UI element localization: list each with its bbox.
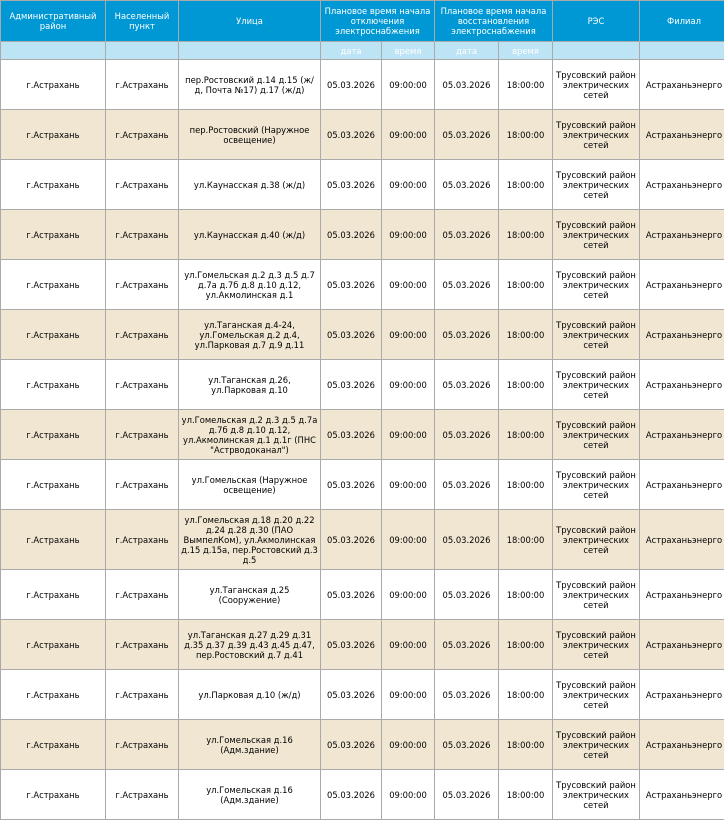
street-cell: ул.Таганская д.25 (Сооружение): [179, 570, 321, 620]
on-time-cell: 18:00:00: [499, 620, 553, 670]
street-cell: ул.Таганская д.4-24, ул.Гомельская д.2 д.4, ул.Парковая д.7 д.9 д.11: [179, 310, 321, 360]
on-time-cell: 18:00:00: [499, 110, 553, 160]
on-date-cell: 05.03.2026: [435, 60, 499, 110]
table-row: [1, 460, 724, 510]
res-cell: Трусовский район электрических сетей: [553, 460, 640, 510]
off-date-cell: 05.03.2026: [321, 110, 382, 160]
off-time-cell: 09:00:00: [382, 110, 435, 160]
off-date-cell: 05.03.2026: [321, 570, 382, 620]
off-time-cell: 09:00:00: [382, 360, 435, 410]
settlement-cell: г.Астрахань: [106, 460, 179, 510]
settlement-cell: г.Астрахань: [106, 160, 179, 210]
street-header: Улица: [179, 1, 321, 42]
off-date-cell: 05.03.2026: [321, 620, 382, 670]
off-time-cell: 09:00:00: [382, 510, 435, 570]
on-time-cell: 18:00:00: [499, 360, 553, 410]
district-cell: г.Астрахань: [1, 60, 106, 110]
res-cell: Трусовский район электрических сетей: [553, 310, 640, 360]
off-time-cell: 09:00:00: [382, 720, 435, 770]
on-date-cell: 05.03.2026: [435, 410, 499, 460]
table-row: [1, 510, 724, 570]
res-cell: Трусовский район электрических сетей: [553, 360, 640, 410]
table-row: [1, 260, 724, 310]
off-time-cell: 09:00:00: [382, 570, 435, 620]
res-cell: Трусовский район электрических сетей: [553, 410, 640, 460]
settlement-header: Населенный пункт: [106, 1, 179, 42]
district-cell: г.Астрахань: [1, 670, 106, 720]
table-body: [1, 60, 724, 820]
street-cell: ул.Гомельская д.18 д.20 д.22 д.24 д.28 д.30 (ПАО ВымпелКом), ул.Акмолинская д.15 д.15а, пер.Ростовский д.3 д.5: [179, 510, 321, 570]
res-cell: Трусовский район электрических сетей: [553, 510, 640, 570]
res-cell: Трусовский район электрических сетей: [553, 620, 640, 670]
table-row: [1, 720, 724, 770]
street-cell: ул.Гомельская д.16 (Адм.здание): [179, 770, 321, 820]
branch-cell: Астраханьэнерго: [640, 720, 724, 770]
branch-cell: Астраханьэнерго: [640, 410, 724, 460]
settlement-cell: г.Астрахань: [106, 510, 179, 570]
street-cell: пер.Ростовский (Наружное освещение): [179, 110, 321, 160]
branch-cell: Астраханьэнерго: [640, 360, 724, 410]
on-date-cell: 05.03.2026: [435, 460, 499, 510]
res-cell: Трусовский район электрических сетей: [553, 260, 640, 310]
on-time-cell: 18:00:00: [499, 460, 553, 510]
settlement-cell: г.Астрахань: [106, 570, 179, 620]
settlement-cell: г.Астрахань: [106, 110, 179, 160]
district-cell: г.Астрахань: [1, 160, 106, 210]
branch-cell: Астраханьэнерго: [640, 110, 724, 160]
table-row: [1, 770, 724, 820]
off-time-cell: 09:00:00: [382, 260, 435, 310]
on-date-cell: 05.03.2026: [435, 360, 499, 410]
settlement-cell: г.Астрахань: [106, 310, 179, 360]
on-time-cell: 18:00:00: [499, 670, 553, 720]
street-cell: ул.Каунасская д.38 (ж/д): [179, 160, 321, 210]
off-time-cell: 09:00:00: [382, 410, 435, 460]
off-date-cell: 05.03.2026: [321, 60, 382, 110]
table-row: [1, 160, 724, 210]
off-date-cell: 05.03.2026: [321, 160, 382, 210]
settlement-cell: г.Астрахань: [106, 260, 179, 310]
on-date-cell: 05.03.2026: [435, 570, 499, 620]
on-time-cell: 18:00:00: [499, 410, 553, 460]
branch-cell: Астраханьэнерго: [640, 460, 724, 510]
off-date-cell: 05.03.2026: [321, 360, 382, 410]
off-date-cell: 05.03.2026: [321, 670, 382, 720]
on-time-cell: 18:00:00: [499, 510, 553, 570]
district-cell: г.Астрахань: [1, 260, 106, 310]
branch-cell: Астраханьэнерго: [640, 670, 724, 720]
district-cell: г.Астрахань: [1, 770, 106, 820]
on-time-cell: 18:00:00: [499, 720, 553, 770]
table-row: [1, 60, 724, 110]
district-cell: г.Астрахань: [1, 510, 106, 570]
district-cell: г.Астрахань: [1, 570, 106, 620]
off-date-cell: 05.03.2026: [321, 510, 382, 570]
settlement-cell: г.Астрахань: [106, 360, 179, 410]
header-row: [1, 1, 724, 42]
res-cell: Трусовский район электрических сетей: [553, 210, 640, 260]
branch-cell: Астраханьэнерго: [640, 310, 724, 360]
off-date-cell: 05.03.2026: [321, 310, 382, 360]
on-time-cell: 18:00:00: [499, 60, 553, 110]
district-cell: г.Астрахань: [1, 620, 106, 670]
table-row: [1, 620, 724, 670]
branch-cell: Астраханьэнерго: [640, 620, 724, 670]
branch-cell: Астраханьэнерго: [640, 570, 724, 620]
branch-cell: Астраханьэнерго: [640, 510, 724, 570]
on-date-cell: 05.03.2026: [435, 770, 499, 820]
settlement-cell: г.Астрахань: [106, 670, 179, 720]
street-cell: ул.Таганская д.27 д.29 д.31 д.35 д.37 д.39 д.43 д.45 д.47, пер.Ростовский д.7 д.41: [179, 620, 321, 670]
street-cell: ул.Каунасская д.40 (ж/д): [179, 210, 321, 260]
off-date-cell: 05.03.2026: [321, 770, 382, 820]
branch-cell: Астраханьэнерго: [640, 210, 724, 260]
settlement-cell: г.Астрахань: [106, 620, 179, 670]
settlement-cell: г.Астрахань: [106, 720, 179, 770]
off-time-cell: 09:00:00: [382, 60, 435, 110]
off-date-cell: 05.03.2026: [321, 460, 382, 510]
on-time-cell: 18:00:00: [499, 570, 553, 620]
on-time-cell: 18:00:00: [499, 160, 553, 210]
off-date-cell: 05.03.2026: [321, 260, 382, 310]
branch-cell: Астраханьэнерго: [640, 160, 724, 210]
table-row: [1, 310, 724, 360]
district-cell: г.Астрахань: [1, 110, 106, 160]
street-cell: пер.Ростовский д.14 д.15 (ж/д, Почта №17) д.17 (ж/д): [179, 60, 321, 110]
street-cell: ул.Гомельская д.16 (Адм.здание): [179, 720, 321, 770]
off-date-cell: 05.03.2026: [321, 210, 382, 260]
off-time-cell: 09:00:00: [382, 620, 435, 670]
off-time-cell: 09:00:00: [382, 460, 435, 510]
district-cell: г.Астрахань: [1, 310, 106, 360]
res-cell: Трусовский район электрических сетей: [553, 60, 640, 110]
street-cell: ул.Гомельская д.2 д.3 д.5 д.7 д.7а д.7б д.8 д.10 д.12, ул.Акмолинская д.1: [179, 260, 321, 310]
subheader-row: [1, 42, 724, 60]
on-date-cell: 05.03.2026: [435, 510, 499, 570]
off-time-cell: 09:00:00: [382, 210, 435, 260]
table-row: [1, 210, 724, 260]
res-cell: Трусовский район электрических сетей: [553, 770, 640, 820]
off-time-cell: 09:00:00: [382, 310, 435, 360]
on-date-cell: 05.03.2026: [435, 160, 499, 210]
district-cell: г.Астрахань: [1, 460, 106, 510]
table-row: [1, 110, 724, 160]
res-header: РЭС: [553, 1, 640, 42]
off-date-subheader: дата: [321, 42, 382, 60]
on-date-cell: 05.03.2026: [435, 260, 499, 310]
district-cell: г.Астрахань: [1, 410, 106, 460]
table-row: [1, 360, 724, 410]
on-time-subheader: время: [499, 42, 553, 60]
branch-cell: Астраханьэнерго: [640, 60, 724, 110]
table-row: [1, 410, 724, 460]
on-date-subheader: дата: [435, 42, 499, 60]
off-date-cell: 05.03.2026: [321, 410, 382, 460]
settlement-cell: г.Астрахань: [106, 210, 179, 260]
branch-cell: Астраханьэнерго: [640, 260, 724, 310]
on-date-cell: 05.03.2026: [435, 620, 499, 670]
district-cell: г.Астрахань: [1, 360, 106, 410]
street-cell: ул.Гомельская (Наружное освещение): [179, 460, 321, 510]
district-cell: г.Астрахань: [1, 210, 106, 260]
table-row: [1, 570, 724, 620]
settlement-cell: г.Астрахань: [106, 410, 179, 460]
res-cell: Трусовский район электрических сетей: [553, 160, 640, 210]
off-time-cell: 09:00:00: [382, 160, 435, 210]
on-time-cell: 18:00:00: [499, 770, 553, 820]
street-cell: ул.Таганская д.26, ул.Парковая д.10: [179, 360, 321, 410]
branch-cell: Астраханьэнерго: [640, 770, 724, 820]
on-time-cell: 18:00:00: [499, 210, 553, 260]
res-cell: Трусовский район электрических сетей: [553, 720, 640, 770]
settlement-cell: г.Астрахань: [106, 60, 179, 110]
on-date-cell: 05.03.2026: [435, 720, 499, 770]
off-time-subheader: время: [382, 42, 435, 60]
on-time-cell: 18:00:00: [499, 260, 553, 310]
off-time-cell: 09:00:00: [382, 770, 435, 820]
branch-header: Филиал: [640, 1, 724, 42]
street-cell: ул.Гомельская д.2 д.3 д.5 д.7а д.7б д.8 д.10 д.12, ул.Акмолинская д.1 д.1г (ПНС "Астрводоканал"): [179, 410, 321, 460]
off-time-header: Плановое время начала отключения электроснабжения: [321, 1, 435, 42]
off-date-cell: 05.03.2026: [321, 720, 382, 770]
on-date-cell: 05.03.2026: [435, 210, 499, 260]
on-time-header: Плановое время начала восстановления электроснабжения: [435, 1, 553, 42]
district-cell: г.Астрахань: [1, 720, 106, 770]
res-cell: Трусовский район электрических сетей: [553, 670, 640, 720]
district-header: Административный район: [1, 1, 106, 42]
on-date-cell: 05.03.2026: [435, 310, 499, 360]
res-cell: Трусовский район электрических сетей: [553, 110, 640, 160]
on-date-cell: 05.03.2026: [435, 670, 499, 720]
off-time-cell: 09:00:00: [382, 670, 435, 720]
on-date-cell: 05.03.2026: [435, 110, 499, 160]
on-time-cell: 18:00:00: [499, 310, 553, 360]
res-cell: Трусовский район электрических сетей: [553, 570, 640, 620]
settlement-cell: г.Астрахань: [106, 770, 179, 820]
street-cell: ул.Парковая д.10 (ж/д): [179, 670, 321, 720]
table-row: [1, 670, 724, 720]
